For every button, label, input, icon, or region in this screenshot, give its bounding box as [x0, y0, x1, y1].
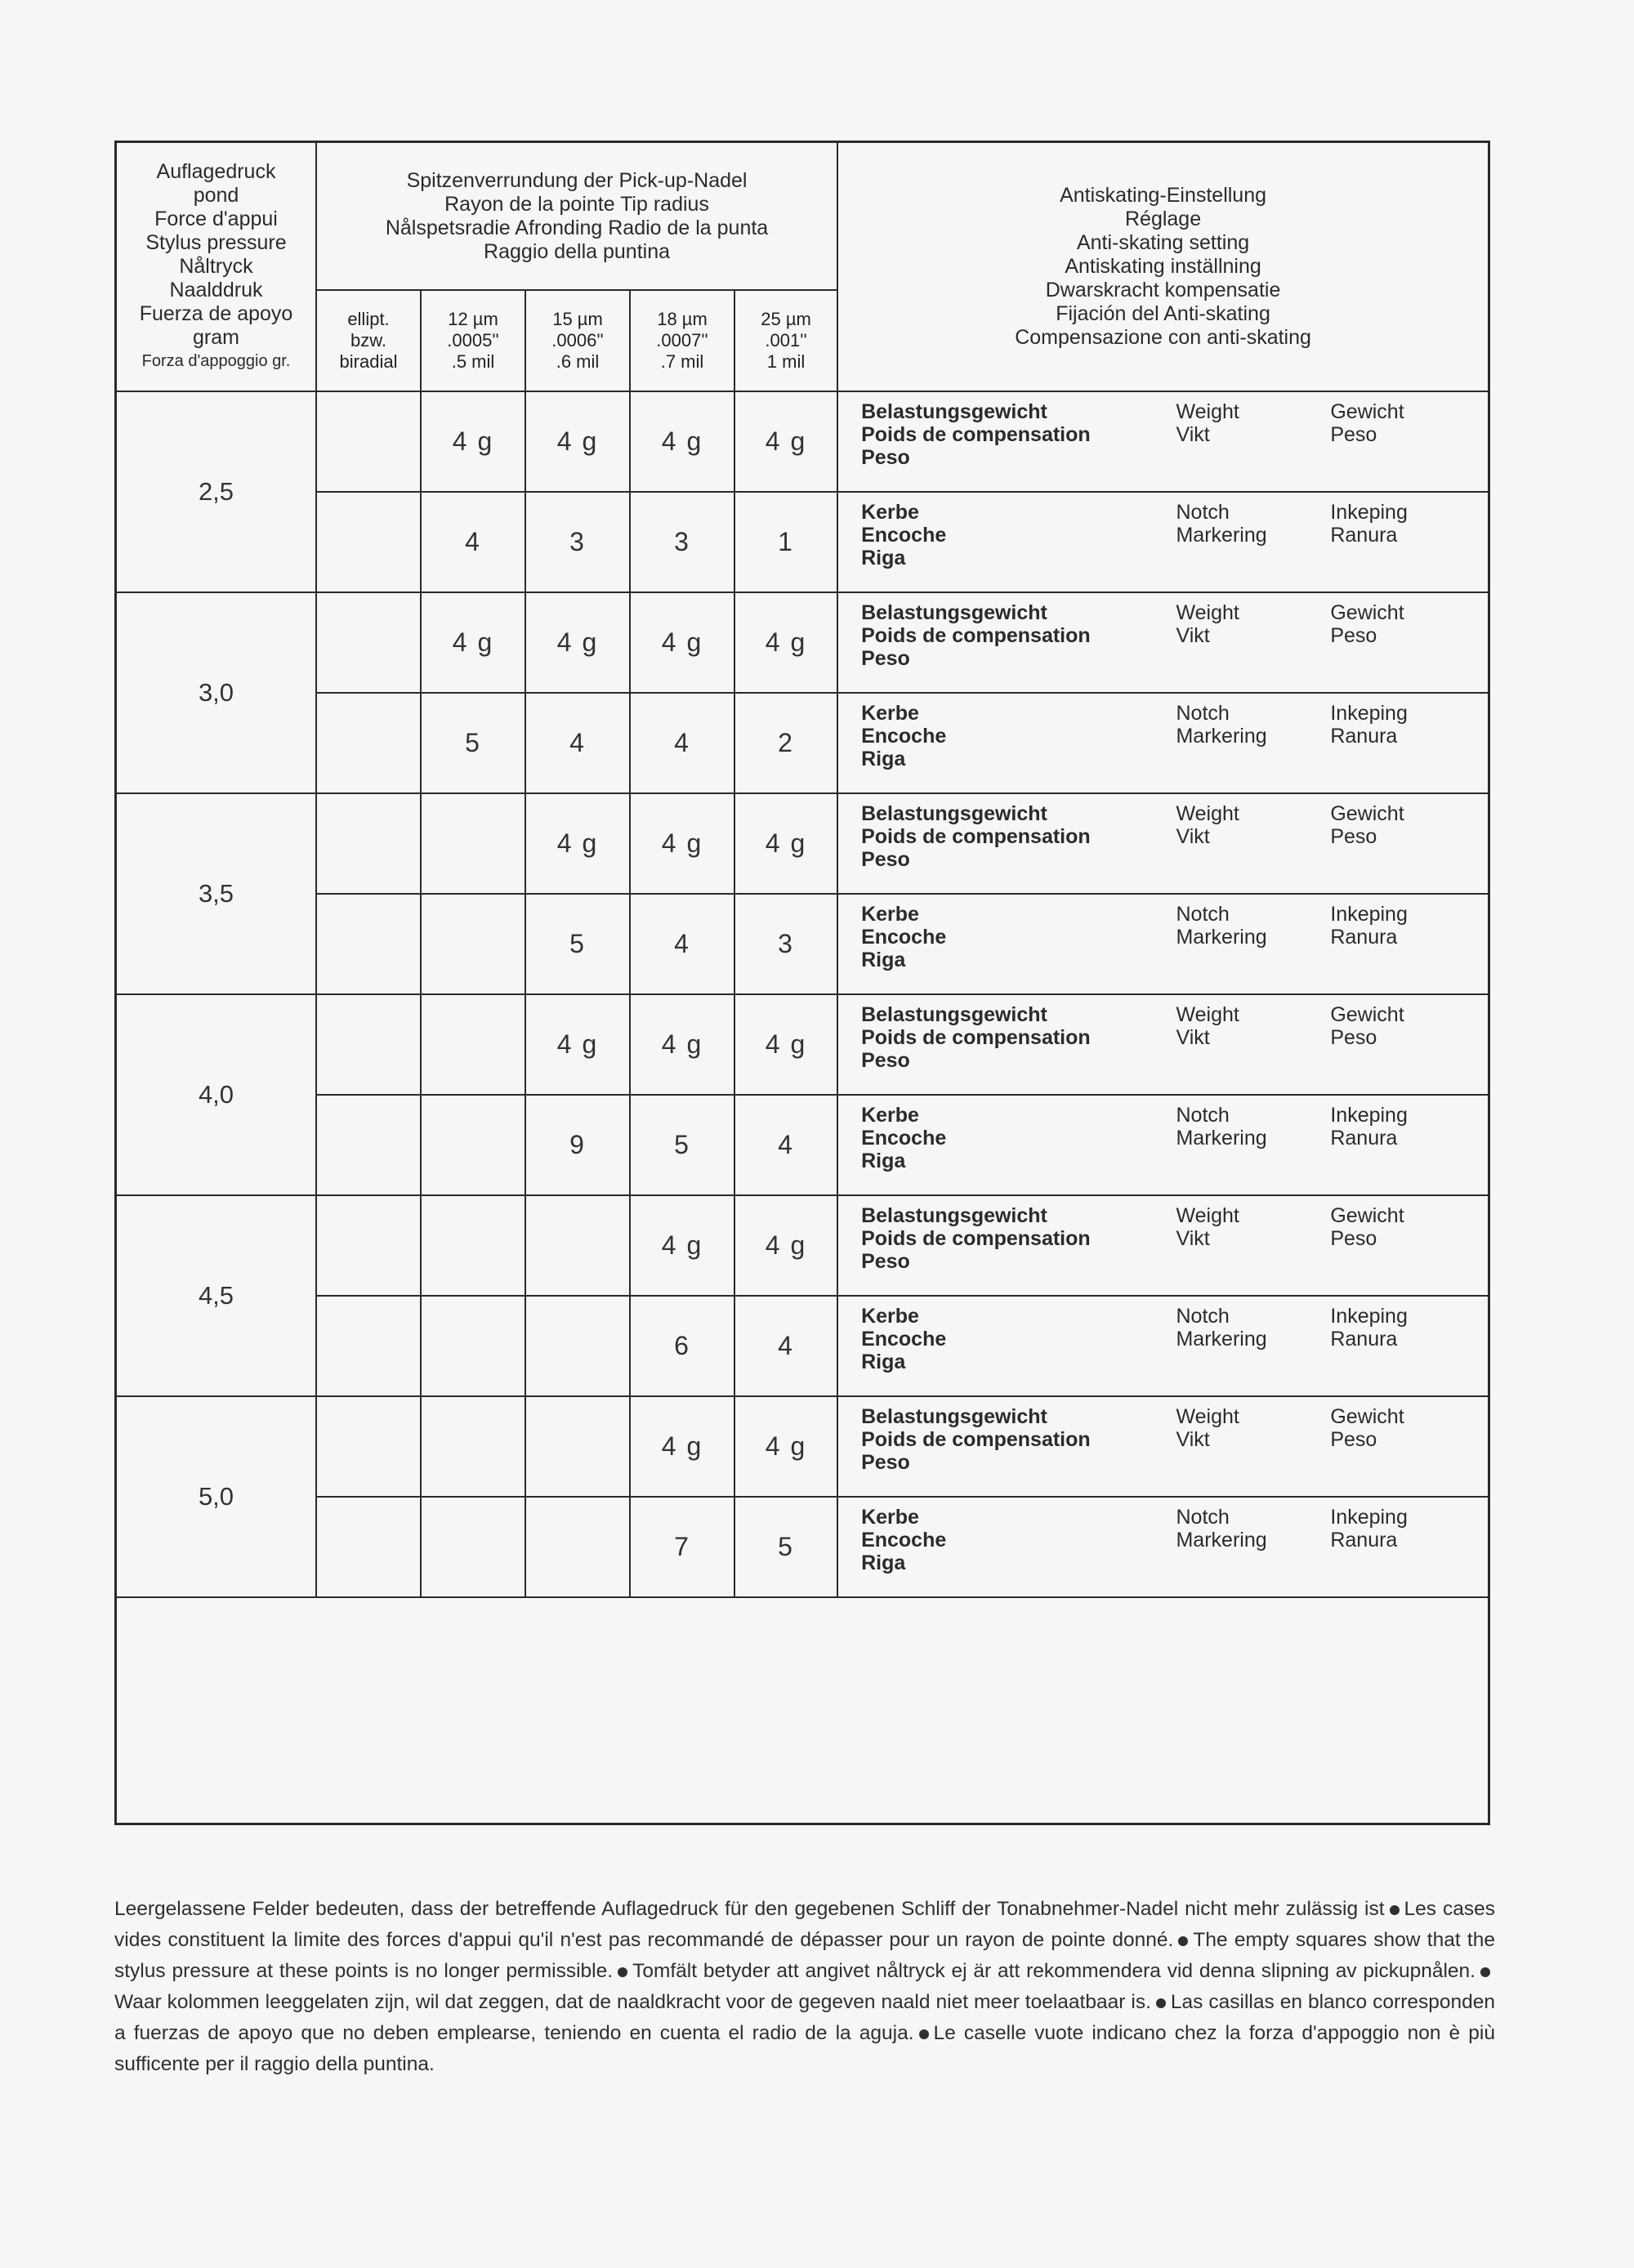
pressure-header-lines: Auflagedruck pond Force d'appui Stylus pressure Nåltryck Naalddruk Fuerza de apoyo gram Forza d'appoggio gr.: [139, 160, 293, 370]
stylus-pressure-chart: [114, 141, 1490, 1825]
label-line: Belastungsgewicht: [861, 1405, 1047, 1428]
label-line: Inkeping: [1330, 702, 1408, 725]
weight-labels: [861, 1003, 1488, 1072]
label-line: Riga: [861, 1551, 906, 1574]
weight-value-cell: [421, 1396, 525, 1497]
notch-row: [117, 1296, 1488, 1396]
pressure-header: [117, 143, 316, 391]
weight-label-column: [1330, 400, 1488, 469]
label-line: Kerbe: [861, 1305, 919, 1328]
weight-label-column: [861, 802, 1176, 871]
weight-value-cell: [421, 1195, 525, 1296]
notch-label-cell: [837, 1296, 1488, 1396]
label-line: Gewicht: [1330, 1405, 1404, 1428]
label-line: Gewicht: [1330, 802, 1404, 825]
weight-row: [117, 592, 1488, 693]
label-line: Markering: [1176, 524, 1267, 547]
notch-value-cell: [421, 1296, 525, 1396]
weight-row: [117, 994, 1488, 1095]
notch-value-cell: 4: [734, 1296, 837, 1396]
notch-value-cell: 7: [630, 1497, 734, 1597]
weight-value-cell: 4 g: [734, 793, 837, 894]
label-line: Encoche: [861, 524, 947, 547]
label-line: Vikt: [1176, 1026, 1210, 1049]
notch-labels: [861, 1104, 1488, 1172]
label-line: Peso: [1330, 1026, 1377, 1049]
notch-label-column: [1330, 1305, 1488, 1373]
weight-labels: [861, 1204, 1488, 1273]
notch-value-cell: [525, 1296, 630, 1396]
label-line: Gewicht: [1330, 400, 1404, 423]
weight-labels: [861, 601, 1488, 670]
weight-label-cell: [837, 1195, 1488, 1296]
notch-value-cell: 3: [525, 492, 630, 592]
notch-label-cell: [837, 492, 1488, 592]
label-line: Belastungsgewicht: [861, 400, 1047, 423]
notch-label-column: [1176, 501, 1330, 569]
label-line: Peso: [1330, 825, 1377, 848]
bullet-icon: [1178, 1936, 1188, 1946]
notch-label-column: [861, 1305, 1176, 1373]
notch-value-cell: [525, 1497, 630, 1597]
weight-value-cell: 4 g: [630, 1396, 734, 1497]
weight-label-column: [1176, 1405, 1330, 1474]
notch-value-cell: 4: [421, 492, 525, 592]
notch-value-cell: [316, 1095, 421, 1195]
label-line: Notch: [1176, 1104, 1230, 1127]
stylus-pressure-value: 2,5: [117, 391, 316, 592]
weight-label-cell: [837, 592, 1488, 693]
label-line: Peso: [861, 1250, 910, 1273]
radius-col-15um: 15 µm .0006'' .6 mil: [525, 290, 630, 391]
antiskating-table: [117, 143, 1488, 1598]
stylus-pressure-value: 4,5: [117, 1195, 316, 1396]
label-line: Notch: [1176, 1506, 1230, 1529]
label-line: Vikt: [1176, 1428, 1210, 1451]
notch-label-column: [1176, 1506, 1330, 1574]
label-line: Inkeping: [1330, 501, 1408, 524]
notch-value-cell: [316, 492, 421, 592]
label-line: Peso: [1330, 1227, 1377, 1250]
label-line: Encoche: [861, 1529, 947, 1551]
label-line: Markering: [1176, 725, 1267, 748]
radius-col-25um: 25 µm .001'' 1 mil: [734, 290, 837, 391]
weight-labels: [861, 1405, 1488, 1474]
notch-label-column: [1176, 702, 1330, 770]
label-line: Markering: [1176, 1328, 1267, 1351]
weight-label-cell: [837, 793, 1488, 894]
label-line: Riga: [861, 547, 906, 569]
bullet-icon: [919, 2029, 929, 2039]
notch-labels: [861, 501, 1488, 569]
notch-label-column: [861, 702, 1176, 770]
label-line: Poids de compensation: [861, 423, 1091, 446]
notch-label-column: [861, 1506, 1176, 1574]
label-line: Poids de compensation: [861, 624, 1091, 647]
notch-value-cell: 3: [734, 894, 837, 994]
notch-label-column: [1176, 1104, 1330, 1172]
label-line: Ranura: [1330, 926, 1398, 949]
label-line: Vikt: [1176, 624, 1210, 647]
weight-label-column: [1330, 1204, 1488, 1273]
weight-value-cell: 4 g: [630, 793, 734, 894]
notch-value-cell: 4: [734, 1095, 837, 1195]
weight-value-cell: [525, 1195, 630, 1296]
label-line: Poids de compensation: [861, 825, 1091, 848]
radius-col-elliptical: ellipt. bzw. biradial: [316, 290, 421, 391]
weight-value-cell: 4 g: [734, 592, 837, 693]
bullet-icon: [618, 1967, 627, 1977]
notch-value-cell: 2: [734, 693, 837, 793]
weight-label-column: [1176, 802, 1330, 871]
weight-value-cell: 4 g: [630, 391, 734, 492]
label-line: Notch: [1176, 1305, 1230, 1328]
label-line: Ranura: [1330, 1328, 1398, 1351]
notch-label-cell: [837, 693, 1488, 793]
label-line: Riga: [861, 949, 906, 971]
weight-label-column: [1176, 601, 1330, 670]
label-line: Riga: [861, 748, 906, 770]
label-line: Ranura: [1330, 725, 1398, 748]
weight-value-cell: 4 g: [421, 592, 525, 693]
notch-value-cell: 5: [630, 1095, 734, 1195]
notch-value-cell: 1: [734, 492, 837, 592]
label-line: Peso: [861, 1451, 910, 1474]
weight-label-column: [861, 601, 1176, 670]
weight-value-cell: [316, 592, 421, 693]
label-line: Belastungsgewicht: [861, 1003, 1047, 1026]
label-line: Encoche: [861, 725, 947, 748]
label-line: Weight: [1176, 1204, 1239, 1227]
label-line: Peso: [861, 848, 910, 871]
bullet-icon: [1156, 1998, 1166, 2008]
notch-label-column: [1176, 1305, 1330, 1373]
notch-row: [117, 492, 1488, 592]
weight-value-cell: 4 g: [525, 391, 630, 492]
notch-value-cell: 5: [734, 1497, 837, 1597]
notch-value-cell: 4: [630, 894, 734, 994]
label-line: Peso: [861, 1049, 910, 1072]
notch-labels: [861, 1305, 1488, 1373]
notch-row: [117, 894, 1488, 994]
notch-label-column: [861, 903, 1176, 971]
label-line: Kerbe: [861, 903, 919, 926]
weight-label-cell: [837, 1396, 1488, 1497]
weight-labels: [861, 400, 1488, 469]
label-line: Poids de compensation: [861, 1227, 1091, 1250]
weight-value-cell: [316, 1195, 421, 1296]
antiskating-header: Antiskating-Einstellung Réglage Anti-skating setting Antiskating inställning Dwarskracht kompensatie Fijación del Anti-skating Compensazione con anti-skating: [837, 143, 1488, 391]
weight-value-cell: [421, 994, 525, 1095]
weight-value-cell: [316, 1396, 421, 1497]
radius-col-18um: 18 µm .0007'' .7 mil: [630, 290, 734, 391]
notch-value-cell: 9: [525, 1095, 630, 1195]
label-line: Belastungsgewicht: [861, 802, 1047, 825]
notch-label-column: [1176, 903, 1330, 971]
notch-value-cell: 5: [421, 693, 525, 793]
notch-label-column: [861, 501, 1176, 569]
notch-value-cell: [316, 1497, 421, 1597]
notch-label-cell: [837, 1497, 1488, 1597]
notch-value-cell: 5: [525, 894, 630, 994]
tip-radius-header: Spitzenverrundung der Pick-up-Nadel Rayon de la pointe Tip radius Nålspetsradie Afronding Radio de la punta Raggio della puntina: [316, 143, 837, 290]
label-line: Belastungsgewicht: [861, 1204, 1047, 1227]
weight-row: [117, 391, 1488, 492]
notch-labels: [861, 1506, 1488, 1574]
weight-value-cell: 4 g: [630, 994, 734, 1095]
notch-label-column: [1330, 903, 1488, 971]
label-line: Encoche: [861, 926, 947, 949]
weight-label-cell: [837, 994, 1488, 1095]
weight-value-cell: 4 g: [734, 1195, 837, 1296]
radius-col-12um: 12 µm .0005'' .5 mil: [421, 290, 525, 391]
label-line: Weight: [1176, 601, 1239, 624]
weight-value-cell: [525, 1396, 630, 1497]
label-line: Notch: [1176, 501, 1230, 524]
notch-label-column: [1330, 1506, 1488, 1574]
label-line: Weight: [1176, 1003, 1239, 1026]
notch-value-cell: 4: [630, 693, 734, 793]
label-line: Gewicht: [1330, 601, 1404, 624]
label-line: Inkeping: [1330, 1104, 1408, 1127]
bullet-icon: [1480, 1967, 1490, 1977]
notch-value-cell: 3: [630, 492, 734, 592]
label-line: Poids de compensation: [861, 1428, 1091, 1451]
footnote: Leergelassene Felder bedeuten, dass der betreffende Auflagedruck für den gegebenen Schliff der Tonabnehmer-Nadel nicht mehr zulässig ist Les cases vides constituent la limite des forces d'appui qu'il n'est pas recommandé de dépasser pour un rayon de pointe donné. The empty squares show that the stylus pressure at these points is no longer permissible. Tomfält betyder att angivet nåltryck ej är att rekommendera vid denna slipning av pickupnålen.Waar kolommen leeggelaten zijn, wil dat zeggen, dat de naaldkracht voor de gegeven naald niet meer toelaatbaar is. Las casillas en blanco corresponden a fuerzas de apoyo que no deben emplearse, teniendo en cuenta el radio de la aguja. Le caselle vuote indicano chez la forza d'appoggio non è più sufficente per il raggio della puntina.: [114, 1898, 1495, 2075]
label-line: Encoche: [861, 1127, 947, 1150]
stylus-pressure-value: 3,5: [117, 793, 316, 994]
notch-value-cell: [316, 693, 421, 793]
weight-label-cell: [837, 391, 1488, 492]
label-line: Ranura: [1330, 524, 1398, 547]
weight-value-cell: 4 g: [525, 793, 630, 894]
weight-value-cell: 4 g: [734, 994, 837, 1095]
label-line: Markering: [1176, 1529, 1267, 1551]
weight-label-column: [1330, 1405, 1488, 1474]
notch-row: [117, 1497, 1488, 1597]
label-line: Encoche: [861, 1328, 947, 1351]
label-line: Weight: [1176, 802, 1239, 825]
weight-value-cell: [316, 793, 421, 894]
label-line: Peso: [1330, 624, 1377, 647]
weight-label-column: [1176, 1204, 1330, 1273]
label-line: Kerbe: [861, 501, 919, 524]
weight-label-column: [1330, 1003, 1488, 1072]
label-line: Vikt: [1176, 1227, 1210, 1250]
pressure-rows: [117, 391, 1488, 1597]
notch-value-cell: [316, 1296, 421, 1396]
notch-label-cell: [837, 1095, 1488, 1195]
stylus-pressure-value: 3,0: [117, 592, 316, 793]
label-line: Gewicht: [1330, 1204, 1404, 1227]
label-line: Kerbe: [861, 1506, 919, 1529]
notch-label-column: [861, 1104, 1176, 1172]
notch-label-cell: [837, 894, 1488, 994]
label-line: Riga: [861, 1150, 906, 1172]
label-line: Vikt: [1176, 825, 1210, 848]
label-line: Peso: [1330, 1428, 1377, 1451]
label-line: Notch: [1176, 903, 1230, 926]
label-line: Peso: [861, 647, 910, 670]
weight-value-cell: [421, 793, 525, 894]
weight-value-cell: 4 g: [421, 391, 525, 492]
notch-row: [117, 1095, 1488, 1195]
notch-label-column: [1330, 501, 1488, 569]
label-line: Belastungsgewicht: [861, 601, 1047, 624]
weight-value-cell: 4 g: [630, 1195, 734, 1296]
label-line: Weight: [1176, 1405, 1239, 1428]
weight-label-column: [1330, 802, 1488, 871]
label-line: Kerbe: [861, 1104, 919, 1127]
label-line: Riga: [861, 1351, 906, 1373]
weight-value-cell: 4 g: [630, 592, 734, 693]
notch-value-cell: 4: [525, 693, 630, 793]
label-line: Peso: [861, 446, 910, 469]
weight-labels: [861, 802, 1488, 871]
notch-value-cell: [421, 1497, 525, 1597]
notch-value-cell: [421, 894, 525, 994]
label-line: Ranura: [1330, 1127, 1398, 1150]
notch-labels: [861, 903, 1488, 971]
label-line: Notch: [1176, 702, 1230, 725]
label-line: Weight: [1176, 400, 1239, 423]
weight-label-column: [861, 1204, 1176, 1273]
weight-value-cell: [316, 391, 421, 492]
weight-value-cell: [316, 994, 421, 1095]
label-line: Poids de compensation: [861, 1026, 1091, 1049]
notch-value-cell: [316, 894, 421, 994]
weight-label-column: [861, 1405, 1176, 1474]
label-line: Inkeping: [1330, 903, 1408, 926]
label-line: Peso: [1330, 423, 1377, 446]
weight-value-cell: 4 g: [525, 994, 630, 1095]
weight-value-cell: 4 g: [525, 592, 630, 693]
weight-label-column: [861, 400, 1176, 469]
weight-value-cell: 4 g: [734, 391, 837, 492]
notch-labels: [861, 702, 1488, 770]
label-line: Markering: [1176, 1127, 1267, 1150]
stylus-pressure-value: 5,0: [117, 1396, 316, 1597]
weight-label-column: [1176, 400, 1330, 469]
label-line: Markering: [1176, 926, 1267, 949]
label-line: Kerbe: [861, 702, 919, 725]
bullet-icon: [1390, 1905, 1400, 1915]
weight-label-column: [1176, 1003, 1330, 1072]
weight-row: [117, 793, 1488, 894]
notch-value-cell: [421, 1095, 525, 1195]
weight-row: [117, 1396, 1488, 1497]
notch-label-column: [1330, 1104, 1488, 1172]
weight-row: [117, 1195, 1488, 1296]
label-line: Ranura: [1330, 1529, 1398, 1551]
weight-label-column: [1330, 601, 1488, 670]
weight-label-column: [861, 1003, 1176, 1072]
weight-value-cell: 4 g: [734, 1396, 837, 1497]
label-line: Inkeping: [1330, 1305, 1408, 1328]
stylus-pressure-value: 4,0: [117, 994, 316, 1195]
label-line: Gewicht: [1330, 1003, 1404, 1026]
notch-row: [117, 693, 1488, 793]
label-line: Vikt: [1176, 423, 1210, 446]
notch-value-cell: 6: [630, 1296, 734, 1396]
label-line: Inkeping: [1330, 1506, 1408, 1529]
notch-label-column: [1330, 702, 1488, 770]
